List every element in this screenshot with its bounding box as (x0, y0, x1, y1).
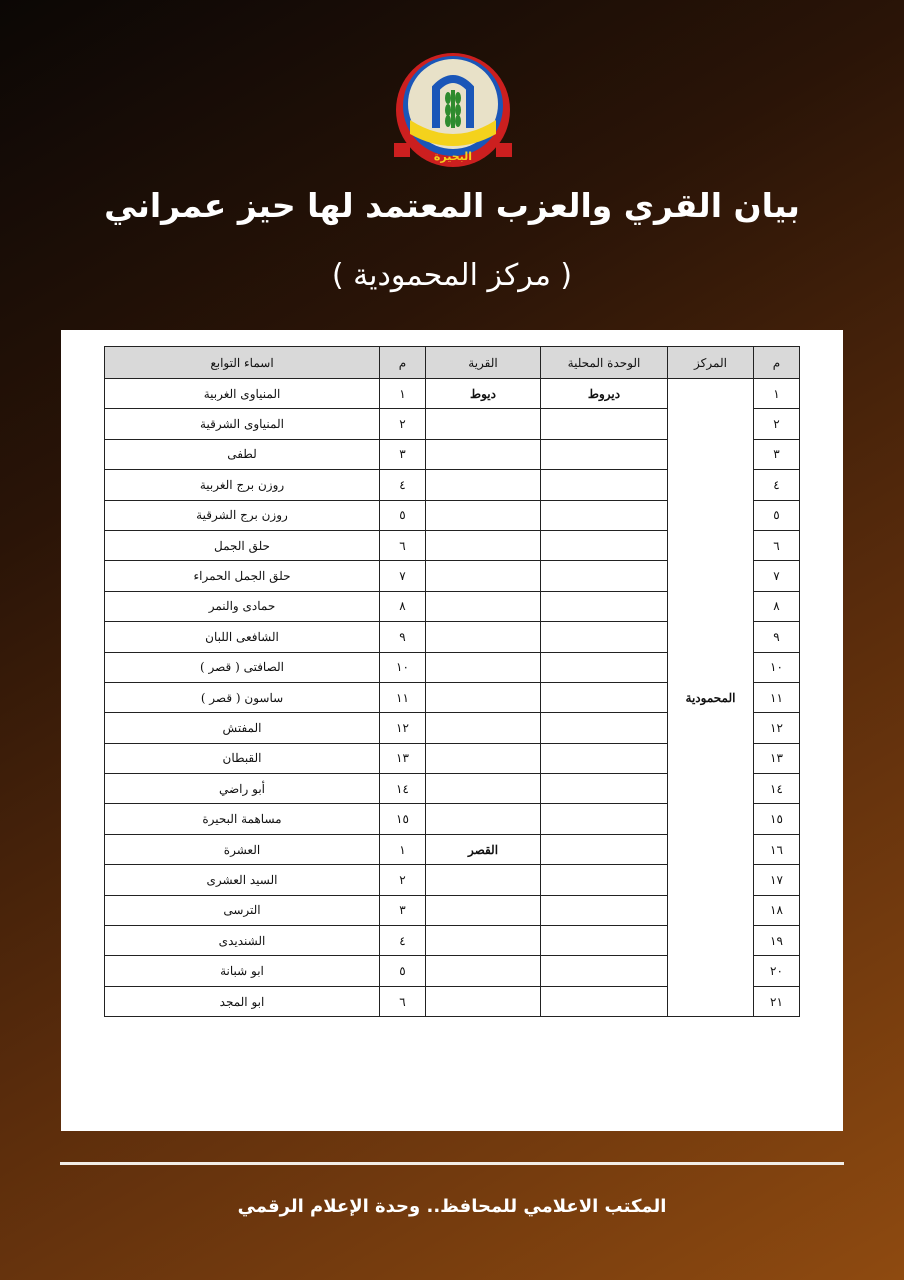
local-unit-cell (541, 682, 668, 712)
row-number-cell: ١ (754, 379, 800, 409)
hamlet-name-cell: الشنديدى (105, 926, 380, 956)
row-number-cell: ٢ (754, 409, 800, 439)
local-unit-cell (541, 926, 668, 956)
hamlet-name-cell: حمادى والنمر (105, 591, 380, 621)
hamlet-name-cell: السيد العشرى (105, 865, 380, 895)
village-cell (426, 500, 541, 530)
row-number-cell: ٢٠ (754, 956, 800, 986)
local-unit-cell (541, 986, 668, 1016)
hamlet-name-cell: روزن برج الشرقية (105, 500, 380, 530)
hamlet-name-cell: مساهمة البحيرة (105, 804, 380, 834)
local-unit-cell (541, 713, 668, 743)
row-number-cell: ١٢ (754, 713, 800, 743)
hamlet-name-cell: العشرة (105, 834, 380, 864)
header-cell: الوحدة المحلية (541, 347, 668, 379)
sub-number-cell: ١٥ (380, 804, 426, 834)
village-cell (426, 682, 541, 712)
sub-number-cell: ٤ (380, 926, 426, 956)
sub-number-cell: ٥ (380, 956, 426, 986)
local-unit-cell (541, 804, 668, 834)
sub-number-cell: ٤ (380, 470, 426, 500)
sub-number-cell: ١٢ (380, 713, 426, 743)
village-cell: ديوط (426, 379, 541, 409)
header-cell: م (380, 347, 426, 379)
hamlet-name-cell: حلق الجمل (105, 530, 380, 560)
row-number-cell: ٩ (754, 622, 800, 652)
hamlet-name-cell: المنياوى الشرقية (105, 409, 380, 439)
row-number-cell: ١٩ (754, 926, 800, 956)
local-unit-cell (541, 895, 668, 925)
villages-table (104, 346, 800, 1017)
local-unit-cell (541, 956, 668, 986)
header-cell: اسماء التوابع (105, 347, 380, 379)
village-cell (426, 986, 541, 1016)
row-number-cell: ١٥ (754, 804, 800, 834)
markaz-cell: المحمودية (668, 379, 754, 1017)
village-cell (426, 622, 541, 652)
sub-number-cell: ١ (380, 834, 426, 864)
logo-text: البحيرة (433, 150, 473, 163)
village-cell (426, 409, 541, 439)
sub-number-cell: ٣ (380, 895, 426, 925)
local-unit-cell (541, 774, 668, 804)
hamlet-name-cell: المفتش (105, 713, 380, 743)
hamlet-name-cell: روزن برج الغربية (105, 470, 380, 500)
hamlet-name-cell: الترسى (105, 895, 380, 925)
local-unit-cell (541, 743, 668, 773)
sub-number-cell: ٦ (380, 986, 426, 1016)
sub-number-cell: ٧ (380, 561, 426, 591)
footer-divider (60, 1162, 844, 1165)
sub-number-cell: ١١ (380, 682, 426, 712)
village-cell (426, 561, 541, 591)
row-number-cell: ١٣ (754, 743, 800, 773)
village-cell (426, 470, 541, 500)
table-header-row (105, 347, 800, 379)
hamlet-name-cell: القبطان (105, 743, 380, 773)
sub-number-cell: ١٣ (380, 743, 426, 773)
table-row (105, 379, 800, 409)
header-cell: م (754, 347, 800, 379)
local-unit-cell: ديروط (541, 379, 668, 409)
village-cell (426, 743, 541, 773)
hamlet-name-cell: ابو المجد (105, 986, 380, 1016)
row-number-cell: ١٨ (754, 895, 800, 925)
header-cell: القرية (426, 347, 541, 379)
local-unit-cell (541, 530, 668, 560)
local-unit-cell (541, 470, 668, 500)
hamlet-name-cell: حلق الجمل الحمراء (105, 561, 380, 591)
village-cell (426, 895, 541, 925)
village-cell (426, 591, 541, 621)
village-cell (426, 530, 541, 560)
sub-number-cell: ١٠ (380, 652, 426, 682)
hamlet-name-cell: لطفى (105, 439, 380, 469)
hamlet-name-cell: المنياوى الغربية (105, 379, 380, 409)
local-unit-cell (541, 622, 668, 652)
hamlet-name-cell: الصافتى ( قصر ) (105, 652, 380, 682)
village-cell (426, 652, 541, 682)
local-unit-cell (541, 652, 668, 682)
village-cell (426, 865, 541, 895)
village-cell (426, 804, 541, 834)
sub-number-cell: ١ (380, 379, 426, 409)
row-number-cell: ٤ (754, 470, 800, 500)
row-number-cell: ١٠ (754, 652, 800, 682)
hamlet-name-cell: ابو شبانة (105, 956, 380, 986)
sub-number-cell: ٩ (380, 622, 426, 652)
document-sheet (61, 330, 843, 1131)
local-unit-cell (541, 834, 668, 864)
village-cell (426, 956, 541, 986)
row-number-cell: ١٤ (754, 774, 800, 804)
page-subtitle: ( مركز المحمودية ) (331, 258, 573, 293)
local-unit-cell (541, 500, 668, 530)
footer-credit: المكتب الاعلامي للمحافظ.. وحدة الإعلام الرقمي (237, 1196, 667, 1217)
hamlet-name-cell: أبو راضي (105, 774, 380, 804)
page-title: بيان القري والعزب المعتمد لها حيز عمراني (104, 186, 800, 225)
local-unit-cell (541, 865, 668, 895)
row-number-cell: ١١ (754, 682, 800, 712)
local-unit-cell (541, 439, 668, 469)
row-number-cell: ٦ (754, 530, 800, 560)
sub-number-cell: ٦ (380, 530, 426, 560)
row-number-cell: ١٧ (754, 865, 800, 895)
sub-number-cell: ٥ (380, 500, 426, 530)
local-unit-cell (541, 409, 668, 439)
row-number-cell: ٢١ (754, 986, 800, 1016)
sub-number-cell: ١٤ (380, 774, 426, 804)
hamlet-name-cell: الشافعى اللبان (105, 622, 380, 652)
local-unit-cell (541, 561, 668, 591)
village-cell: القصر (426, 834, 541, 864)
village-cell (426, 439, 541, 469)
row-number-cell: ٨ (754, 591, 800, 621)
row-number-cell: ١٦ (754, 834, 800, 864)
sub-number-cell: ٢ (380, 409, 426, 439)
row-number-cell: ٧ (754, 561, 800, 591)
hamlet-name-cell: ساسون ( قصر ) (105, 682, 380, 712)
sub-number-cell: ٣ (380, 439, 426, 469)
village-cell (426, 713, 541, 743)
row-number-cell: ٣ (754, 439, 800, 469)
row-number-cell: ٥ (754, 500, 800, 530)
local-unit-cell (541, 591, 668, 621)
village-cell (426, 926, 541, 956)
header-cell: المركز (668, 347, 754, 379)
sub-number-cell: ٨ (380, 591, 426, 621)
governorate-logo (392, 50, 514, 172)
sub-number-cell: ٢ (380, 865, 426, 895)
village-cell (426, 774, 541, 804)
